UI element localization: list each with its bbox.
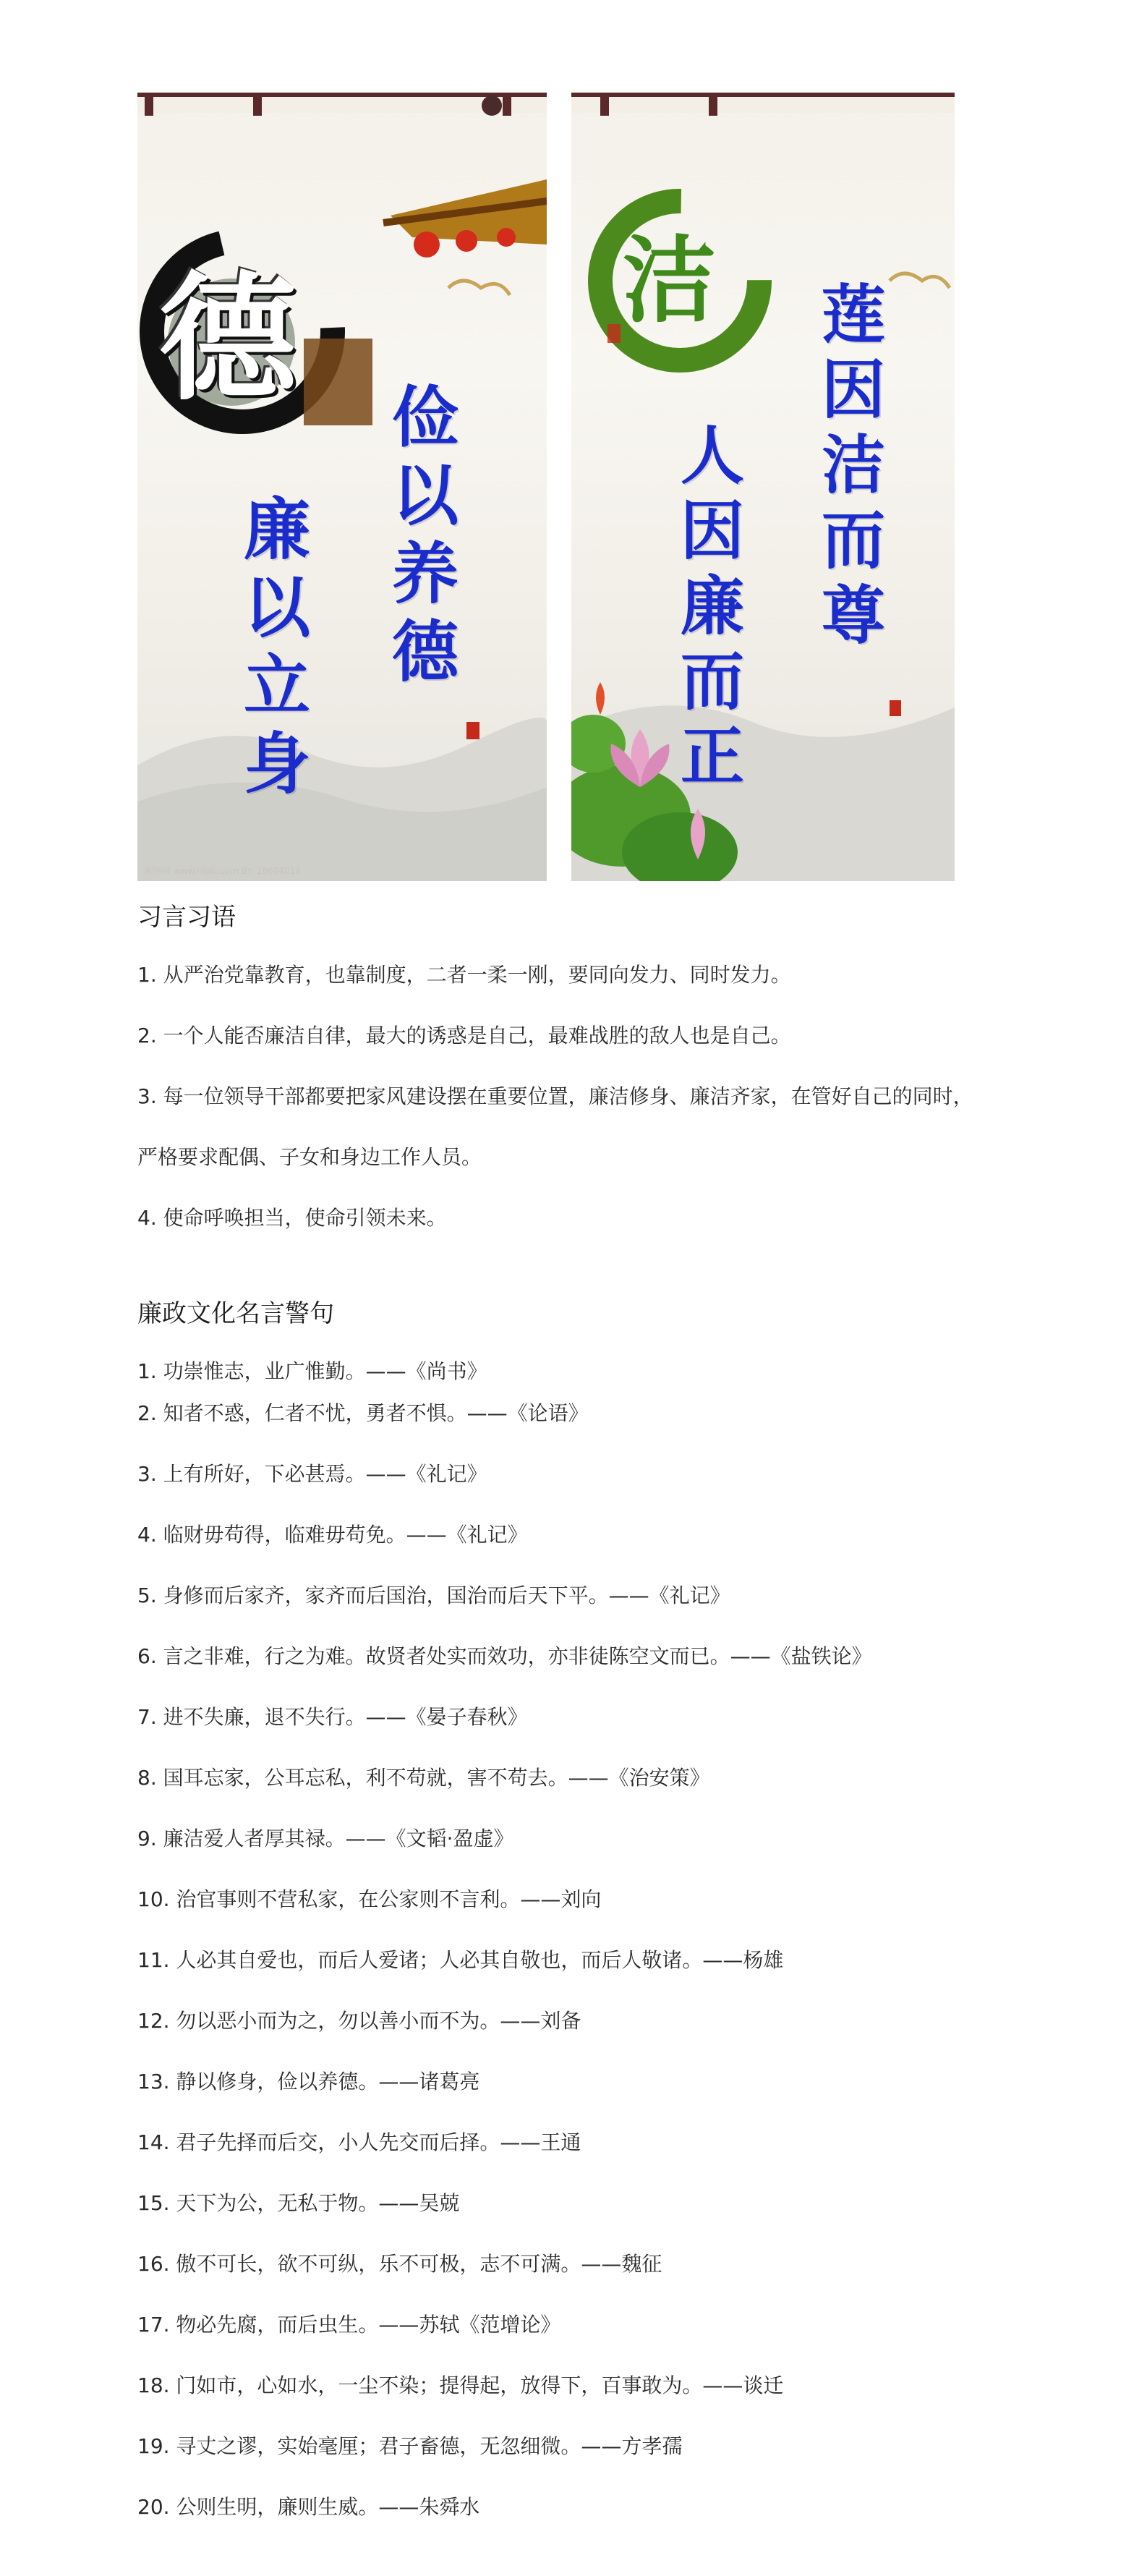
banner-images [137, 93, 955, 881]
maxim-item: 3. 上有所好，下必甚焉。——《礼记》 [137, 1462, 487, 1486]
banner-de [137, 93, 547, 881]
maxim-item: 7. 进不失廉，退不失行。——《晏子春秋》 [137, 1705, 528, 1729]
maxim-item: 11. 人必其自爱也，而后人爱诸；人必其自敬也，而后人敬诸。——杨雄 [137, 1948, 784, 1972]
section-title-lian-zheng: 廉政文化名言警句 [137, 1299, 334, 1328]
quote-item: 4. 使命呼唤担当，使命引领未来。 [137, 1206, 447, 1230]
banner-jie-column-2: 人因廉而正 [670, 422, 746, 798]
maxim-item: 17. 物必先腐，而后虫生。——苏轼《范增论》 [137, 2313, 561, 2337]
quote-item: 1. 从严治党靠教育，也靠制度，二者一柔一刚，要同向发力、同时发力。 [137, 963, 791, 987]
maxim-item: 20. 公则生明，廉则生威。——朱舜水 [137, 2495, 480, 2519]
maxim-item: 8. 国耳忘家，公耳忘私，利不苟就，害不苟去。——《治安策》 [137, 1766, 710, 1790]
maxim-item: 5. 身修而后家齐，家齐而后国治，国治而后天下平。——《礼记》 [137, 1584, 730, 1607]
maxim-item: 6. 言之非难，行之为难。故贤者处实而效功，亦非徒陈空文而已。——《盐铁论》 [137, 1644, 872, 1668]
maxim-item: 15. 天下为公，无私于物。——吴兢 [137, 2191, 460, 2215]
banner-de-artwork [137, 93, 547, 881]
maxim-item: 19. 寻丈之谬，实始毫厘；君子畜德，无忽细微。——方孝孺 [137, 2434, 683, 2458]
banner-jie-big-character: 洁 [622, 225, 717, 336]
quote-item: 3. 每一位领导干部都要把家风建设摆在重要位置，廉洁修身、廉洁齐家，在管好自己的同时， [137, 1084, 973, 1108]
maxim-item: 1. 功崇惟志，业广惟勤。——《尚书》 [137, 1359, 487, 1383]
banner-de-column-1: 俭以养德 [381, 382, 459, 694]
banner-jie [571, 93, 955, 881]
maxim-item: 13. 静以修身，俭以养德。——诸葛亮 [137, 2070, 480, 2093]
maxim-item: 18. 门如市，心如水，一尘不染；提得起，放得下，百事敢为。——谈迁 [137, 2373, 784, 2397]
maxim-item: 16. 傲不可长，欲不可纵，乐不可极，志不可满。——魏征 [137, 2252, 662, 2276]
maxim-item: 2. 知者不惑，仁者不忧，勇者不惧。——《论语》 [137, 1401, 589, 1425]
banner-watermark: 昵图网 www.nipic.com BY: 18694018 [145, 866, 301, 876]
quote-item: 2. 一个人能否廉洁自律，最大的诱惑是自己，最难战胜的敌人也是自己。 [137, 1024, 791, 1047]
banner-jie-artwork [571, 93, 955, 881]
banner-jie-column-1: 莲因洁而尊 [811, 281, 887, 657]
banner-de-big-character: 德 [159, 258, 297, 419]
quote-item: 严格要求配偶、子女和身边工作人员。 [137, 1145, 482, 1169]
maxim-item: 10. 治官事则不营私家，在公家则不言利。——刘向 [137, 1887, 602, 1911]
banner-de-column-2: 廉以立身 [233, 494, 311, 807]
maxim-item: 9. 廉洁爱人者厚其禄。——《文韬·盈虚》 [137, 1827, 514, 1850]
maxim-item: 4. 临财毋苟得，临难毋苟免。——《礼记》 [137, 1523, 528, 1547]
section-title-xi-yan: 习言习语 [137, 903, 236, 932]
maxim-item: 14. 君子先择而后交，小人先交而后择。——王通 [137, 2130, 581, 2154]
maxim-item: 12. 勿以恶小而为之，勿以善小而不为。——刘备 [137, 2009, 581, 2033]
